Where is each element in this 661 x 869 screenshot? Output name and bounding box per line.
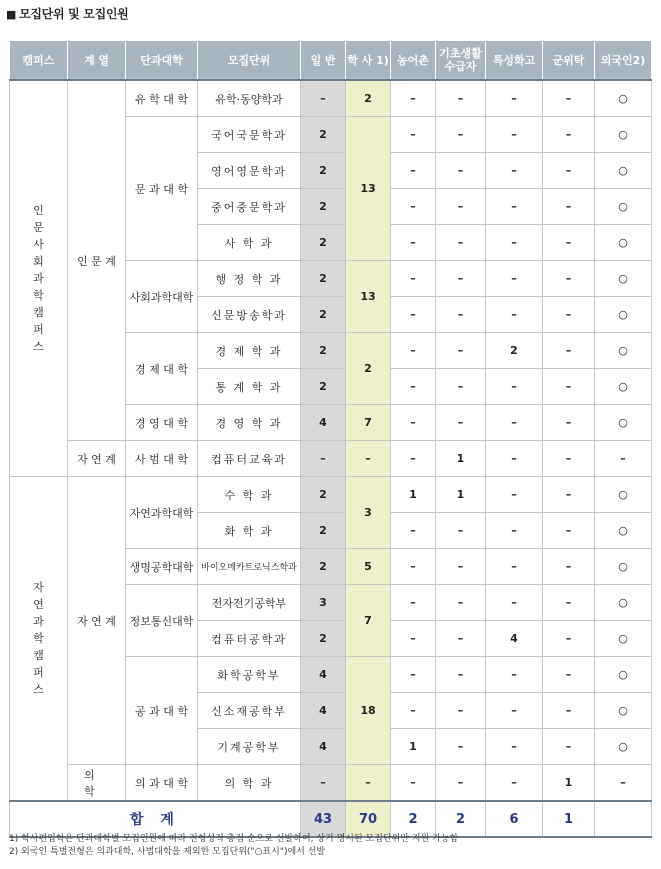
dept-cell: 행 정 학 과 bbox=[198, 261, 301, 297]
dept-cell: 기계공학부 bbox=[198, 729, 301, 765]
college-cell: 문 과 대 학 bbox=[126, 117, 198, 261]
special-count: – bbox=[486, 729, 543, 765]
dept-cell: 신문방송학과 bbox=[198, 297, 301, 333]
transfer-count: 7 bbox=[346, 585, 391, 657]
header-cell: 외국인2) bbox=[595, 41, 652, 81]
dept-cell: 전자전기공학부 bbox=[198, 585, 301, 621]
special-count: – bbox=[486, 80, 543, 117]
general-count: 2 bbox=[301, 513, 346, 549]
special-count: – bbox=[486, 477, 543, 513]
military-count: – bbox=[543, 729, 595, 765]
table-header-row bbox=[10, 41, 652, 81]
special-count: – bbox=[486, 297, 543, 333]
general-count: 2 bbox=[301, 477, 346, 513]
transfer-count: 2 bbox=[346, 80, 391, 117]
track-cell: 자 연 계 bbox=[68, 477, 126, 765]
page-title: ■ 모집단위 및 모집인원 bbox=[6, 7, 129, 21]
foreign-mark: ○ bbox=[595, 189, 652, 225]
general-count: – bbox=[301, 80, 346, 117]
college-cell: 사회과학대학 bbox=[126, 261, 198, 333]
transfer-count: – bbox=[346, 765, 391, 802]
dept-cell: 컴퓨터공학과 bbox=[198, 621, 301, 657]
basic-count: – bbox=[436, 585, 486, 621]
military-count: – bbox=[543, 585, 595, 621]
military-count: – bbox=[543, 225, 595, 261]
farm-count: – bbox=[391, 657, 436, 693]
farm-count: – bbox=[391, 585, 436, 621]
military-count: – bbox=[543, 297, 595, 333]
military-count: – bbox=[543, 549, 595, 585]
basic-count: – bbox=[436, 405, 486, 441]
military-count: – bbox=[543, 657, 595, 693]
total-label: 합 계 bbox=[10, 801, 301, 837]
college-cell: 경 영 대 학 bbox=[126, 405, 198, 441]
total-row bbox=[10, 801, 652, 837]
campus-cell bbox=[10, 80, 68, 477]
general-count: – bbox=[301, 441, 346, 477]
admission-table bbox=[9, 40, 652, 838]
farm-count: – bbox=[391, 405, 436, 441]
dept-cell: 수 학 과 bbox=[198, 477, 301, 513]
transfer-count: 13 bbox=[346, 117, 391, 261]
foreign-mark: ○ bbox=[595, 513, 652, 549]
dept-cell: 컴퓨터교육과 bbox=[198, 441, 301, 477]
basic-count: 1 bbox=[436, 477, 486, 513]
dept-cell: 신소재공학부 bbox=[198, 693, 301, 729]
track-cell: 의 학 bbox=[68, 765, 126, 802]
special-count: – bbox=[486, 369, 543, 405]
campus-label: 자 연 과 학 캠 퍼 스 bbox=[33, 581, 44, 696]
military-count: – bbox=[543, 261, 595, 297]
header-cell: 단과대학 bbox=[126, 41, 198, 81]
transfer-count: 2 bbox=[346, 333, 391, 405]
basic-count: – bbox=[436, 261, 486, 297]
footnote: 2) 외국인 특별전형은 의과대학, 사범대학을 제외한 모집단위("○표시")에서 선발 bbox=[9, 847, 326, 857]
basic-count: – bbox=[436, 297, 486, 333]
transfer-count: 7 bbox=[346, 405, 391, 441]
foreign-mark: ○ bbox=[595, 261, 652, 297]
college-cell: 자연과학대학 bbox=[126, 477, 198, 549]
special-count: – bbox=[486, 693, 543, 729]
military-count: – bbox=[543, 80, 595, 117]
transfer-count: 3 bbox=[346, 477, 391, 549]
farm-count: 1 bbox=[391, 729, 436, 765]
header-cell: 군위탁 bbox=[543, 41, 595, 81]
header-cell: 특성화고 bbox=[486, 41, 543, 81]
general-count: 2 bbox=[301, 621, 346, 657]
foreign-mark: ○ bbox=[595, 369, 652, 405]
farm-count: – bbox=[391, 549, 436, 585]
college-cell: 공 과 대 학 bbox=[126, 657, 198, 765]
header-cell: 기초생활 수급자 bbox=[436, 41, 486, 81]
farm-count: – bbox=[391, 80, 436, 117]
military-count: – bbox=[543, 153, 595, 189]
table-row bbox=[10, 80, 652, 117]
military-count: – bbox=[543, 189, 595, 225]
special-count: – bbox=[486, 657, 543, 693]
basic-count: – bbox=[436, 117, 486, 153]
farm-count: – bbox=[391, 333, 436, 369]
dept-cell: 의 학 과 bbox=[198, 765, 301, 802]
dept-cell: 경 영 학 과 bbox=[198, 405, 301, 441]
general-count: 4 bbox=[301, 693, 346, 729]
transfer-count: 5 bbox=[346, 549, 391, 585]
basic-count: – bbox=[436, 729, 486, 765]
college-cell: 사 범 대 학 bbox=[126, 441, 198, 477]
header-cell: 학 사 1) bbox=[346, 41, 391, 81]
general-count: 2 bbox=[301, 189, 346, 225]
general-count: 2 bbox=[301, 225, 346, 261]
foreign-mark: ○ bbox=[595, 225, 652, 261]
basic-count: – bbox=[436, 225, 486, 261]
total-farm: 2 bbox=[391, 801, 436, 837]
military-count: – bbox=[543, 117, 595, 153]
basic-count: – bbox=[436, 693, 486, 729]
dept-cell: 국어국문학과 bbox=[198, 117, 301, 153]
dept-cell: 유학·동양학과 bbox=[198, 80, 301, 117]
farm-count: – bbox=[391, 693, 436, 729]
general-count: 2 bbox=[301, 297, 346, 333]
basic-count: – bbox=[436, 189, 486, 225]
total-transfer: 70 bbox=[346, 801, 391, 837]
general-count: 2 bbox=[301, 261, 346, 297]
dept-cell: 경 제 학 과 bbox=[198, 333, 301, 369]
special-count: – bbox=[486, 549, 543, 585]
farm-count: – bbox=[391, 621, 436, 657]
farm-count: – bbox=[391, 225, 436, 261]
campus-cell bbox=[10, 477, 68, 802]
basic-count: – bbox=[436, 513, 486, 549]
general-count: 2 bbox=[301, 333, 346, 369]
military-count: – bbox=[543, 621, 595, 657]
campus-label: 인 문 사 회 과 학 캠 퍼 스 bbox=[33, 204, 44, 353]
basic-count: – bbox=[436, 765, 486, 802]
transfer-count: 18 bbox=[346, 657, 391, 765]
farm-count: – bbox=[391, 153, 436, 189]
dept-cell: 사 학 과 bbox=[198, 225, 301, 261]
total-special: 6 bbox=[486, 801, 543, 837]
foreign-mark: ○ bbox=[595, 80, 652, 117]
basic-count: – bbox=[436, 333, 486, 369]
total-basic: 2 bbox=[436, 801, 486, 837]
basic-count: – bbox=[436, 369, 486, 405]
college-cell: 정보통신대학 bbox=[126, 585, 198, 657]
general-count: 4 bbox=[301, 657, 346, 693]
military-count: – bbox=[543, 441, 595, 477]
farm-count: – bbox=[391, 765, 436, 802]
special-count: – bbox=[486, 225, 543, 261]
farm-count: – bbox=[391, 189, 436, 225]
basic-count: – bbox=[436, 80, 486, 117]
header-cell: 모집단위 bbox=[198, 41, 301, 81]
farm-count: – bbox=[391, 513, 436, 549]
dept-cell: 중어중문학과 bbox=[198, 189, 301, 225]
foreign-mark: ○ bbox=[595, 549, 652, 585]
special-count: – bbox=[486, 261, 543, 297]
foreign-mark: ○ bbox=[595, 693, 652, 729]
basic-count: – bbox=[436, 549, 486, 585]
footnote: 1) 학사편입학은 단과대학별 모집인원에 따라 전형성적 총점 순으로 선발하여, 상기 명시된 모집단위만 지원 가능함 bbox=[9, 834, 459, 844]
foreign-mark: ○ bbox=[595, 333, 652, 369]
farm-count: – bbox=[391, 441, 436, 477]
dept-cell: 화학공학부 bbox=[198, 657, 301, 693]
table-row bbox=[10, 477, 652, 513]
foreign-mark: ○ bbox=[595, 657, 652, 693]
total-foreign bbox=[595, 801, 652, 837]
special-count: – bbox=[486, 585, 543, 621]
foreign-mark: ○ bbox=[595, 117, 652, 153]
transfer-count: 13 bbox=[346, 261, 391, 333]
general-count: – bbox=[301, 765, 346, 802]
college-cell: 유 학 대 학 bbox=[126, 80, 198, 117]
basic-count: 1 bbox=[436, 441, 486, 477]
farm-count: – bbox=[391, 261, 436, 297]
general-count: 2 bbox=[301, 549, 346, 585]
dept-cell: 통 계 학 과 bbox=[198, 369, 301, 405]
special-count: – bbox=[486, 405, 543, 441]
foreign-mark: ○ bbox=[595, 729, 652, 765]
basic-count: – bbox=[436, 621, 486, 657]
header-cell: 계 열 bbox=[68, 41, 126, 81]
college-cell: 경 제 대 학 bbox=[126, 333, 198, 405]
college-cell: 의 과 대 학 bbox=[126, 765, 198, 802]
military-count: – bbox=[543, 369, 595, 405]
special-count: – bbox=[486, 441, 543, 477]
dept-cell: 바이오메카트로닉스학과 bbox=[198, 549, 301, 585]
special-count: – bbox=[486, 189, 543, 225]
transfer-count: – bbox=[346, 441, 391, 477]
general-count: 2 bbox=[301, 369, 346, 405]
dept-cell: 영어영문학과 bbox=[198, 153, 301, 189]
header-cell: 캠퍼스 bbox=[10, 41, 68, 81]
military-count: 1 bbox=[543, 765, 595, 802]
foreign-mark: – bbox=[595, 765, 652, 802]
military-count: – bbox=[543, 405, 595, 441]
total-general: 43 bbox=[301, 801, 346, 837]
general-count: 3 bbox=[301, 585, 346, 621]
military-count: – bbox=[543, 477, 595, 513]
special-count: – bbox=[486, 765, 543, 802]
general-count: 4 bbox=[301, 729, 346, 765]
track-cell: 인 문 계 bbox=[68, 80, 126, 441]
foreign-mark: ○ bbox=[595, 585, 652, 621]
general-count: 2 bbox=[301, 117, 346, 153]
basic-count: – bbox=[436, 153, 486, 189]
header-cell: 농어촌 bbox=[391, 41, 436, 81]
farm-count: 1 bbox=[391, 477, 436, 513]
table-row bbox=[10, 765, 652, 802]
total-military: 1 bbox=[543, 801, 595, 837]
special-count: – bbox=[486, 513, 543, 549]
foreign-mark: ○ bbox=[595, 297, 652, 333]
header-cell: 일 반 bbox=[301, 41, 346, 81]
military-count: – bbox=[543, 693, 595, 729]
farm-count: – bbox=[391, 369, 436, 405]
foreign-mark: ○ bbox=[595, 477, 652, 513]
general-count: 2 bbox=[301, 153, 346, 189]
general-count: 4 bbox=[301, 405, 346, 441]
dept-cell: 화 학 과 bbox=[198, 513, 301, 549]
farm-count: – bbox=[391, 117, 436, 153]
special-count: 2 bbox=[486, 333, 543, 369]
special-count: – bbox=[486, 117, 543, 153]
college-cell: 생명공학대학 bbox=[126, 549, 198, 585]
special-count: 4 bbox=[486, 621, 543, 657]
foreign-mark: ○ bbox=[595, 621, 652, 657]
track-cell: 자 연 계 bbox=[68, 441, 126, 477]
basic-count: – bbox=[436, 657, 486, 693]
special-count: – bbox=[486, 153, 543, 189]
square-bullet-icon: ■ bbox=[6, 8, 17, 21]
table-row bbox=[10, 441, 652, 477]
military-count: – bbox=[543, 513, 595, 549]
foreign-mark: ○ bbox=[595, 153, 652, 189]
footnotes bbox=[9, 833, 458, 859]
military-count: – bbox=[543, 333, 595, 369]
farm-count: – bbox=[391, 297, 436, 333]
foreign-mark: ○ bbox=[595, 405, 652, 441]
foreign-mark: – bbox=[595, 441, 652, 477]
